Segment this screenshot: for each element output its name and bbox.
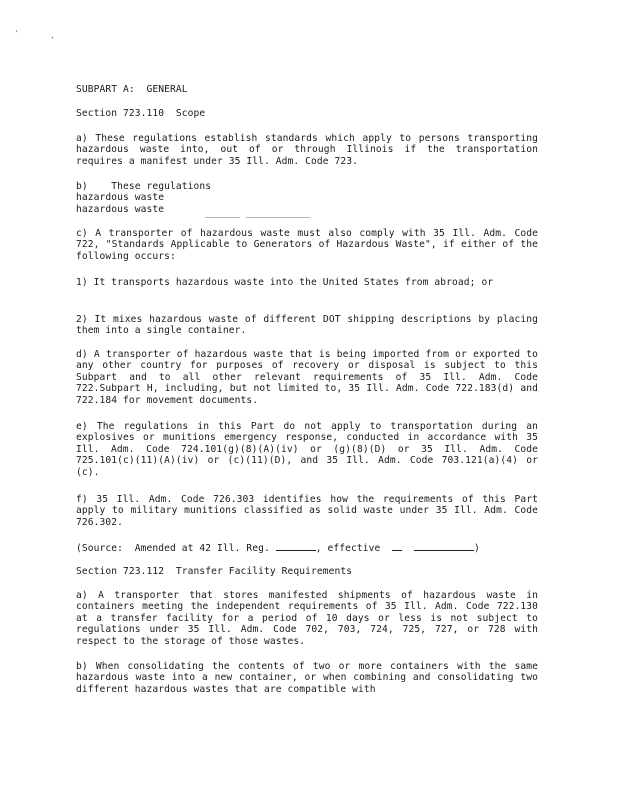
source-reg-blank xyxy=(276,541,316,551)
section-723-110-title: Section 723.110 Scope xyxy=(76,108,206,119)
source-prefix: (Source: Amended at 42 Ill. Reg. xyxy=(76,543,270,554)
section-723-110-d: d) A transporter of hazardous waste that is being imported from or exported to any other country for purposes of recovery or disposal is subject to this Subpart and to all other relevant requirements of 35 Ill. Adm. Code 722.Subpart H, including, but not limited to, 35 Ill. Adm. Code 722.183(d) and 722.184 for movement documents. xyxy=(76,349,538,406)
source-end: ) xyxy=(473,543,480,554)
corner-mark: ' xyxy=(14,29,19,38)
section-723-110-b-line2: hazardous waste xyxy=(76,192,165,203)
corner-mark: , xyxy=(50,31,55,40)
section-723-110-e: e) The regulations in this Part do not apply to transportation during an explosives or munitions emergency response, conducted in accordance with 35 Ill. Adm. Code 724.101(g)(8)(A)(iv) or (g)(8)(D) or 35 Ill. Adm. Code 725.101(c)(11)(A)(iv) or (c)(11)(D), and 35 Ill. Adm. Code 703.121(a)(4) or (c). xyxy=(76,421,538,478)
section-723-112-b: b) When consolidating the contents of two or more containers with the same hazardous waste into a new container, or when combining and consolidating two different hazardous wastes that are compatible with xyxy=(76,661,538,695)
source-effective: , effective xyxy=(315,543,381,554)
section-723-110-b-line3: hazardous waste xyxy=(76,204,165,215)
section-723-110-b-line1: b) These regulations xyxy=(76,181,212,192)
source-date-blank-1 xyxy=(392,541,402,551)
section-723-112-title: Section 723.112 Transfer Facility Requirements xyxy=(76,566,353,577)
section-723-110-c: c) A transporter of hazardous waste must also comply with 35 Ill. Adm. Code 722, "Standards Applicable to Generators of Hazardous Waste", if either of the following occurs: xyxy=(76,228,538,262)
section-723-110-c1: 1) It transports hazardous waste into the United States from abroad; or xyxy=(76,277,494,288)
section-723-110-a: a) These regulations establish standards which apply to persons transporting hazardous waste into, out of or through Illinois if the transportation requires a manifest under 35 Ill. Adm. Code 723. xyxy=(76,133,538,167)
section-723-110-b-tail: ______ ___________ xyxy=(205,207,311,218)
section-723-110-c2: 2) It mixes hazardous waste of different DOT shipping descriptions by placing them into a single container. xyxy=(76,314,538,337)
section-723-112-a: a) A transporter that stores manifested shipments of hazardous waste in containers meeting the independent requirements of 35 Ill. Adm. Code 722.130 at a transfer facility for a period of 10 days or less is not subject to regulations under 35 Ill. Adm. Code 702, 703, 724, 725, 727, or 728 with respect to the storage of those wastes. xyxy=(76,590,538,647)
source-date-blank-2 xyxy=(414,541,474,551)
source-note xyxy=(76,541,480,554)
section-723-110-f: f) 35 Ill. Adm. Code 726.303 identifies how the requirements of this Part apply to military munitions classified as solid waste under 35 Ill. Adm. Code 726.302. xyxy=(76,494,538,528)
subpart-heading: SUBPART A: GENERAL xyxy=(76,84,188,95)
